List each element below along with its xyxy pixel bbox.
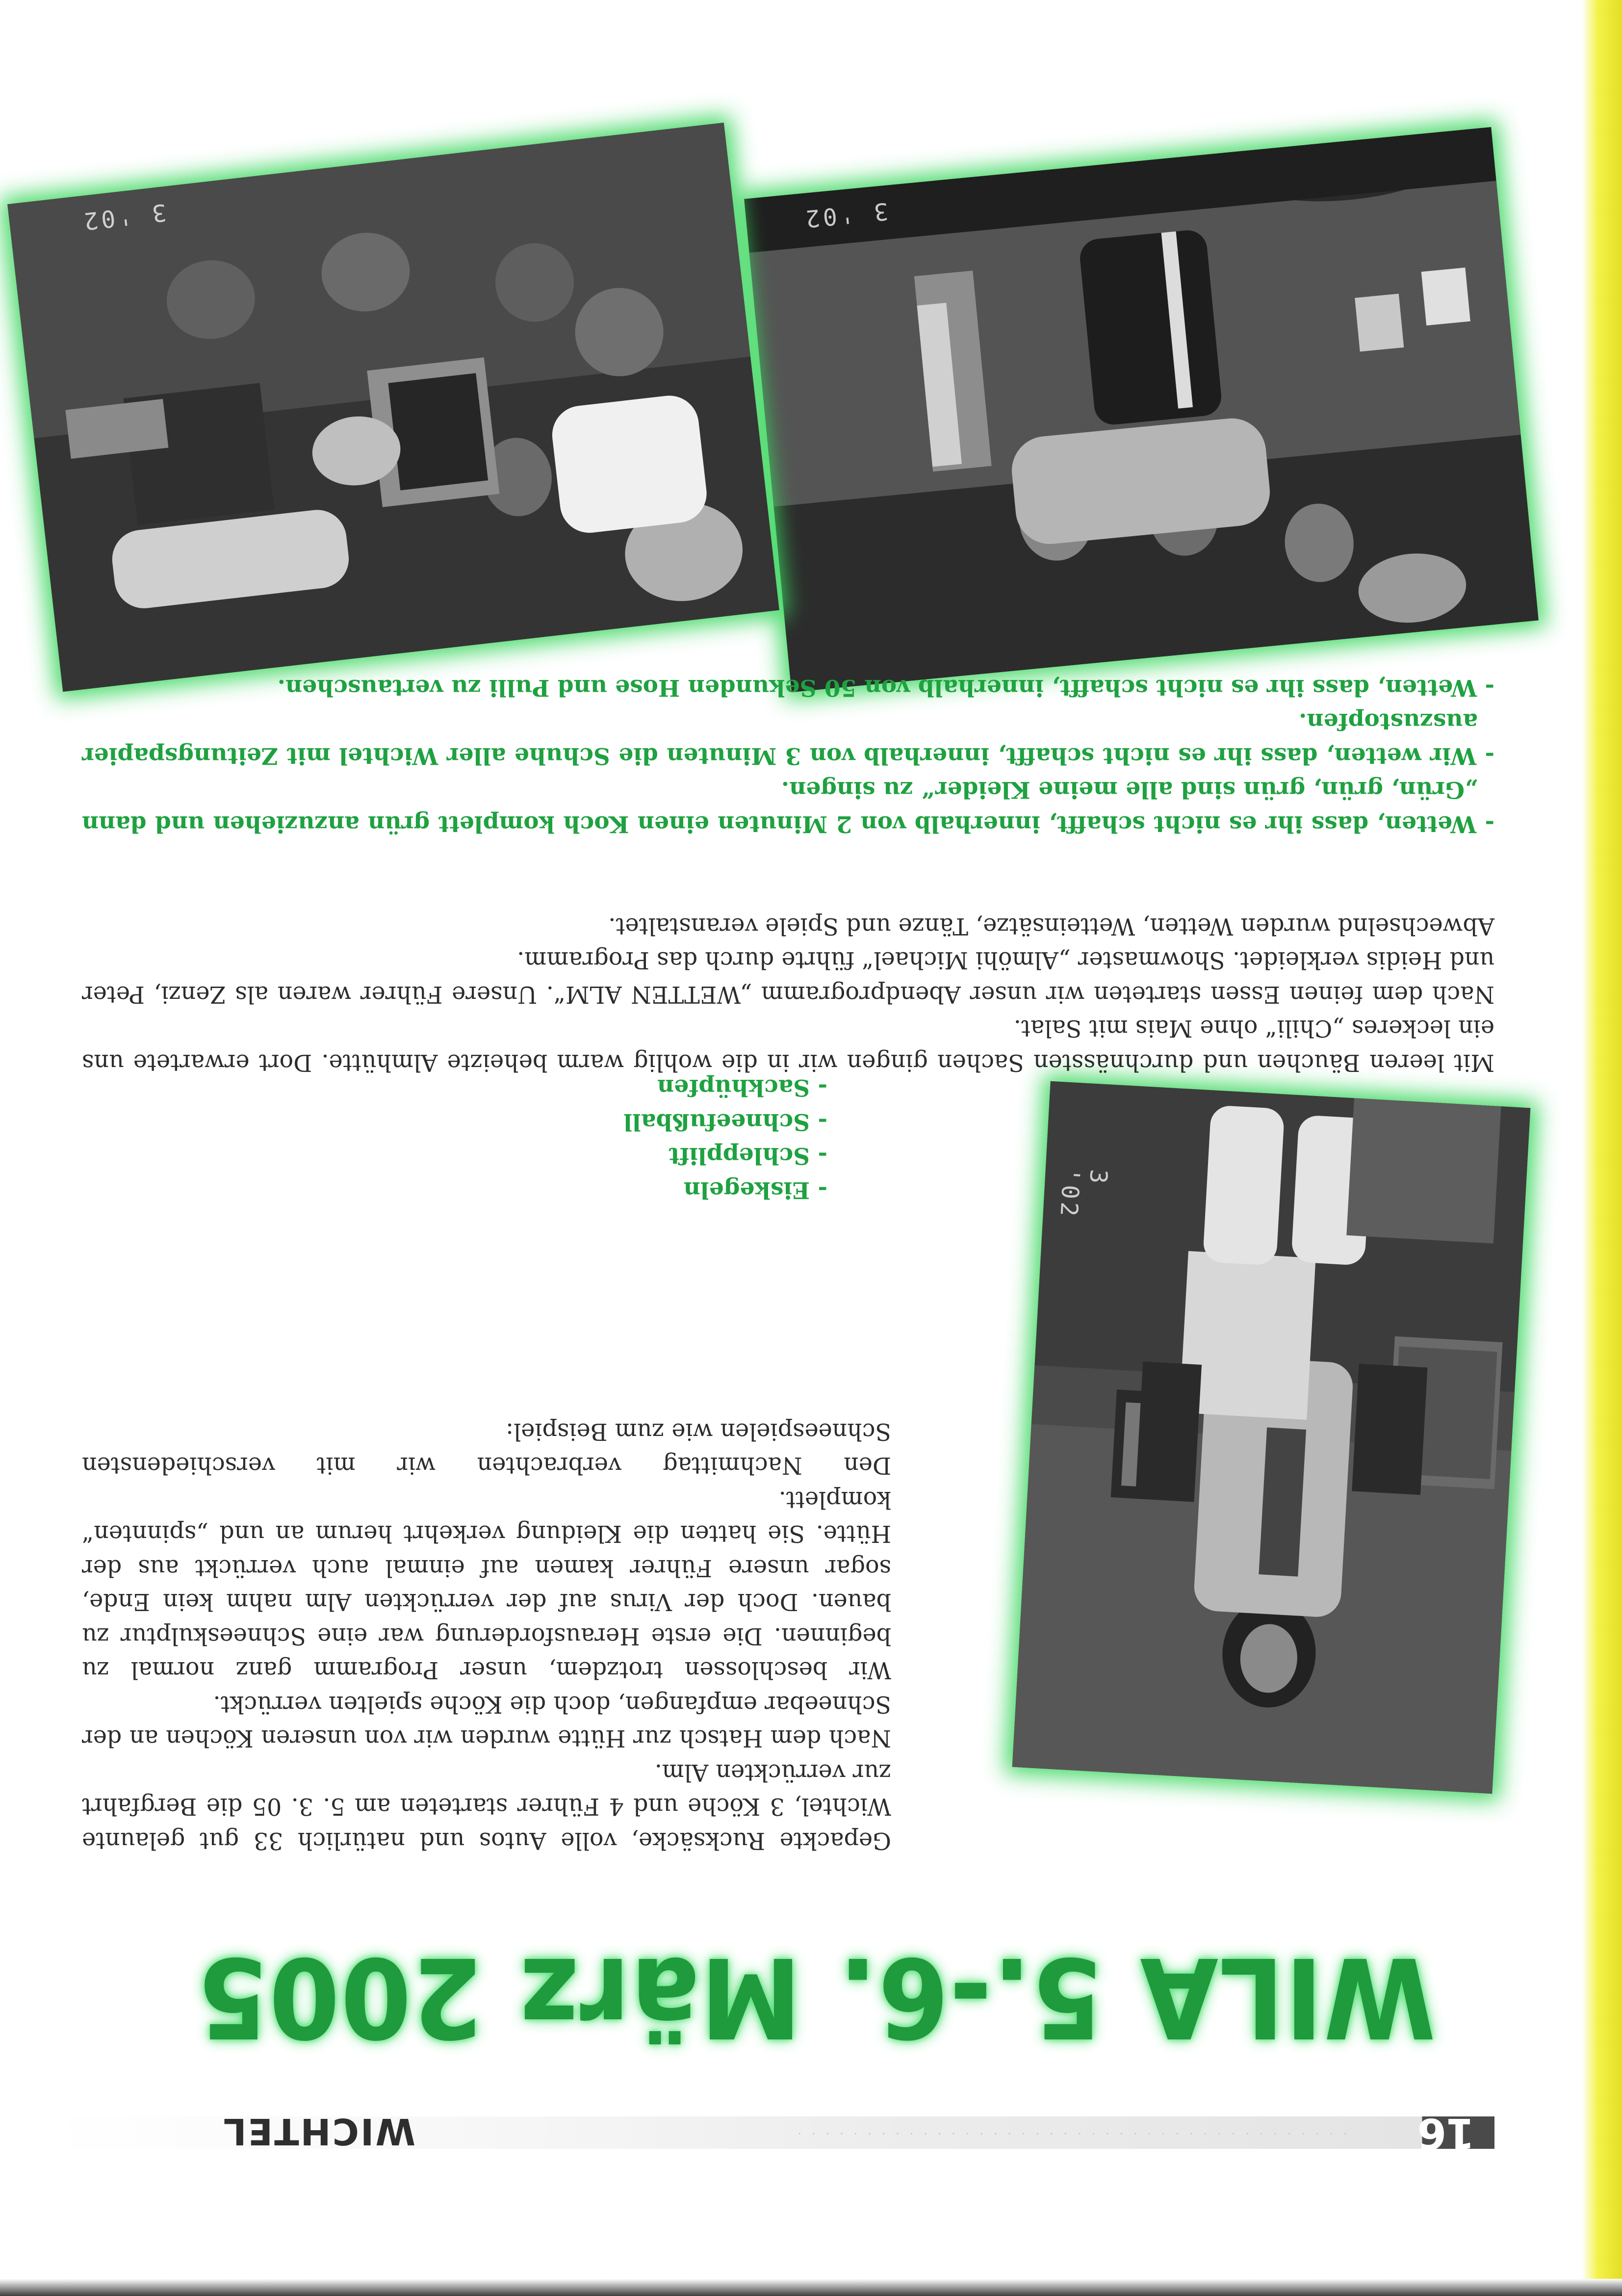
bet-item: - Wetten, dass ihr es nicht schafft, innerhalb von 2 Minuten einen Koch komplett grün anzuziehen und dann „Grün, grün, grün sind alle meine Kleider“ zu singen. <box>82 776 1494 837</box>
section-title: WICHTEL <box>222 2110 415 2152</box>
evening-text <box>82 909 1494 1080</box>
list-item: - Schlepplift <box>669 1142 827 1170</box>
photo-costume-date-stamp: 3 '02 <box>1055 1167 1112 1220</box>
list-item: - Sackhüpfen <box>657 1074 827 1101</box>
intro-paragraph: Gepackte Rucksäcke, volle Autos und natürlich 33 gut gelaunte Wichtel, 3 Köche und 4 Führer starteten am 5. 3. 05 die Bergfahrt zur verrückten Alm. <box>82 1759 891 1854</box>
evening-paragraph: Abwechselnd wurden Wetten, Wetteinsätze, Tänze und Spiele veranstaltet. <box>608 913 1494 939</box>
intro-paragraph: Wir beschlossen trotzdem, unser Programm ganz normal zu beginnen. Die erste Herausforderung war eine Schneeskulptur zu bauen. Doch der Virus auf der verrückten Alm nahm kein Ende, sogar unsere Führer kamen auf einmal auch verrückt aus der Hütte. Sie hatten die Kleidung verkehrt herum an und „spinnten“ komplett. <box>82 1486 891 1684</box>
photo-chair-game <box>744 127 1539 692</box>
article-headline: WILA 5.-6. März 2005 <box>196 1932 1436 2061</box>
photo-crowd <box>7 123 779 692</box>
intro-text <box>82 1414 891 1858</box>
bet-item: - Wetten, dass ihr es nicht schafft, innerhalb von 50 Sekunden Hose und Pulli zu vertauschen. <box>277 674 1494 701</box>
list-item: - Schneefußball <box>623 1108 827 1135</box>
photo-costume <box>1012 1081 1531 1794</box>
evening-paragraph: Nach dem feinen Essen starteten wir unser Abendprogramm „WETTEN ALM“. Unsere Führer waren als Zenzi, Peter und Heidis verkleidet. Showmaster „Almöhi Michael“ führte durch das Programm. <box>82 946 1494 1008</box>
bets-list <box>82 671 1494 841</box>
photo-chair-game-date-stamp: 3 '02 <box>801 197 890 233</box>
activities-list <box>386 1070 827 1207</box>
page-number: 16 <box>1418 2109 1475 2158</box>
intro-paragraph: Nach dem Hatsch zur Hütte wurden wir von unseren Köchen an der Schneebar empfangen, doch die Köche spielten verrückt. <box>82 1691 891 1752</box>
intro-paragraph: Den Nachmittag verbrachten wir mit verschiedensten Schneespielen wie zum Beispiel: <box>82 1418 891 1479</box>
header-bar-pattern: · · · · · · · · · · · · · · · · · · · · · · · · · · · · · · · · · · · · · · · · <box>795 2126 1347 2140</box>
evening-paragraph: Mit leeren Bäuchen und durchnässten Sachen gingen wir in die wohlig warm beheizte Almhütte. Dort erwartete uns ein leckeres „Chili“ ohne Mais mit Salat. <box>82 1015 1494 1076</box>
bet-item: - Wir wetten, dass ihr es nicht schafft, innerhalb von 3 Minuten die Schuhe aller Wichtel mit Zeitungspapier auszustopfen. <box>82 708 1494 769</box>
photo-crowd-date-stamp: 3 '02 <box>79 198 168 235</box>
list-item: - Eiskegeln <box>683 1176 827 1203</box>
